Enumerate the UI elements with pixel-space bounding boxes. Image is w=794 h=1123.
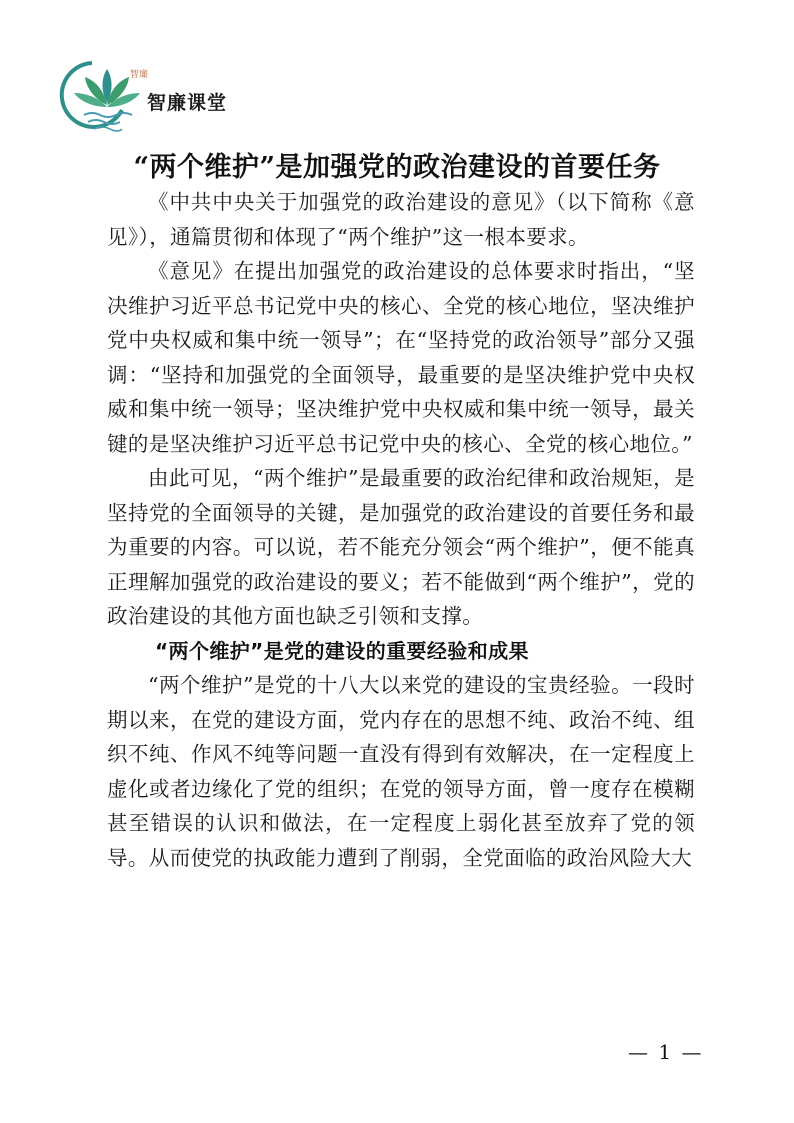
paragraph-conclusion: 由此可见，“两个维护”是最重要的政治纪律和政治规矩，是坚持党的全面领导的关键，是加强党的政治建设的首要任务和最为重要的内容。可以说，若不能充分领会“两个维护”，便不能真正理解加强党的政治建设的要义；若不能做到“两个维护”，党的政治建设的其他方面也缺乏引领和支撑。 [107, 466, 695, 628]
paragraph-intro: 《中共中央关于加强党的政治建设的意见》（以下简称《意见》），通篇贯彻和体现了“两个维护”这一根本要求。 [107, 190, 695, 249]
logo-wave-1 [84, 113, 132, 117]
paragraph-opinion-quote: 《意见》在提出加强党的政治建设的总体要求时指出，“坚决维护习近平总书记党中央的核心、全党的核心地位，坚决维护党中央权威和集中统一领导”；在“坚持党的政治领导”部分又强调：“坚持和加强党的全面领导，最重要的是坚决维护党中央权威和集中统一领导；坚决维护党中央权威和集中统一领导，最关键的是坚决维护习近平总书记党中央的核心、全党的核心地位。” [107, 259, 695, 456]
logo-wave-3 [94, 127, 122, 131]
page-number: — 1 — [628, 1040, 704, 1064]
paragraph-section-body: “两个维护”是党的十八大以来党的建设的宝贵经验。一段时期以来，在党的建设方面，党内存在的思想不纯、政治不纯、组织不纯、作风不纯等问题一直没有得到有效解决，在一定程度上虚化或者边缘化了党的组织；在党的领导方面，曾一度存在模糊甚至错误的认识和做法，在一定程度上弱化甚至放弃了党的领导。从而使党的执政能力遭到了削弱，全党面临的政治风险大大 [107, 673, 695, 870]
brand-name: 智廉课堂 [147, 92, 228, 114]
section-heading: “两个维护”是党的建设的重要经验和成果 [155, 638, 529, 663]
logo-seal-text: 智廉 [130, 70, 149, 80]
document-title: “两个维护”是加强党的政治建设的首要任务 [133, 152, 661, 183]
zhilian-lotus-logo [52, 55, 162, 145]
document-body [107, 185, 695, 875]
